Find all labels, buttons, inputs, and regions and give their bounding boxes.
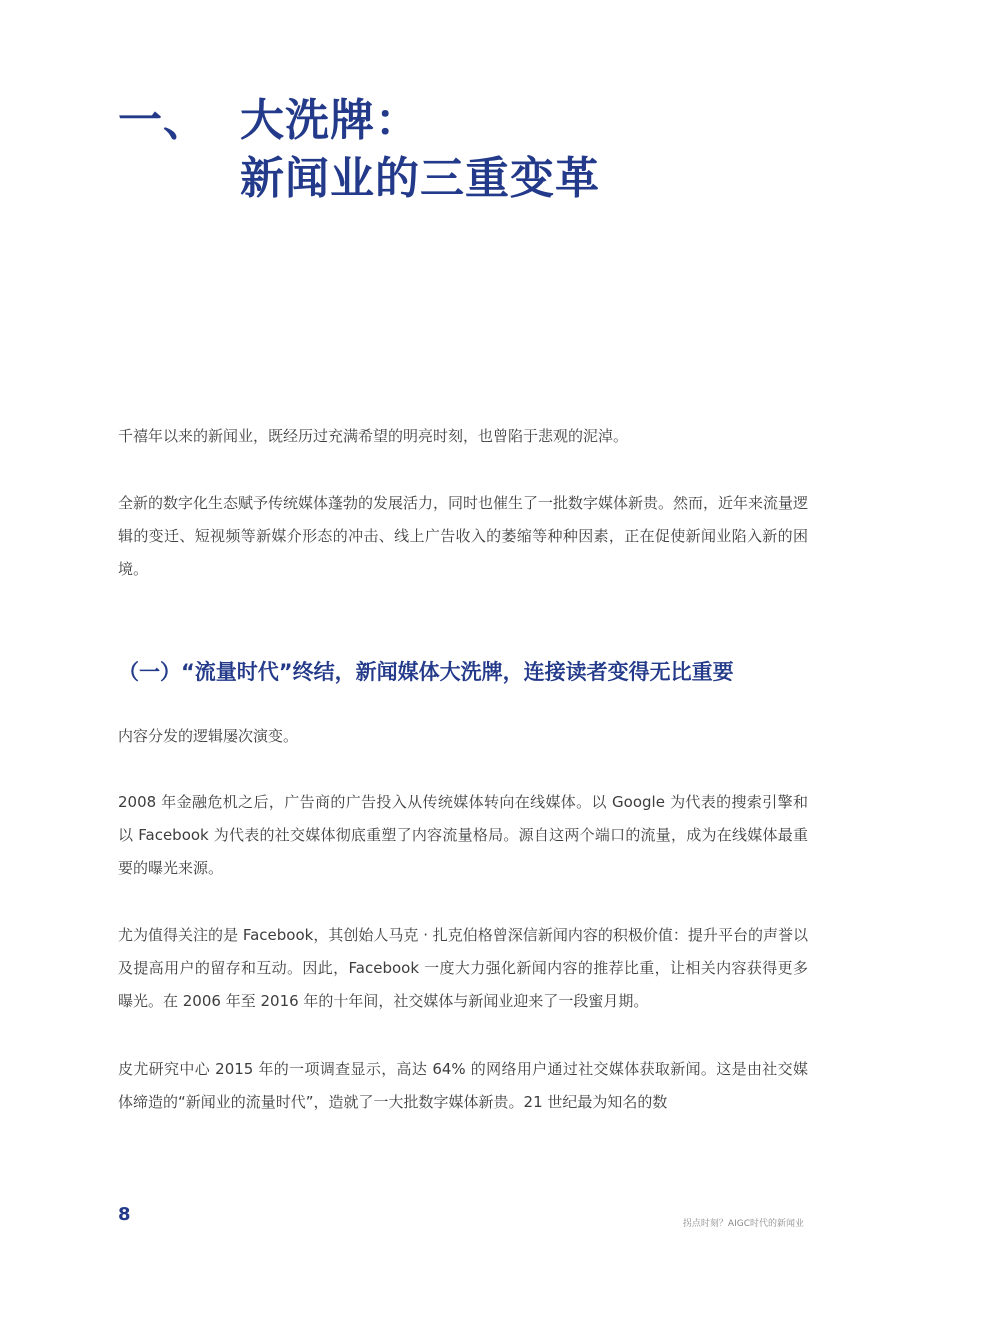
chapter-number: 一、 [118, 95, 208, 146]
section-paragraph-2: 2008 年金融危机之后，广告商的广告投入从传统媒体转向在线媒体。以 Google 为代表的搜索引擎和以 Facebook 为代表的社交媒体彻底重塑了内容流量格局。源自这两个端口的流量，成为在线媒体最重要的曝光来源。 [118, 793, 808, 877]
section-paragraph-4: 皮尤研究中心 2015 年的一项调查显示，高达 64% 的网络用户通过社交媒体获取新闻。这是由社交媒体缔造的“新闻业的流量时代”，造就了一大批数字媒体新贵。21 世纪最为知名的数 [118, 1060, 808, 1111]
chapter-title-text-2: 新闻业的三重变革 [240, 153, 600, 204]
page-number: 8 [118, 1204, 131, 1225]
chapter-title-line-2 [118, 150, 600, 208]
chapter-title [118, 92, 600, 208]
running-footer-title: 拐点时刻？AIGC时代的新闻业 [682, 1219, 804, 1229]
intro-paragraph-2: 全新的数字化生态赋予传统媒体蓬勃的发展活力，同时也催生了一批数字媒体新贵。然而，近年来流量逻辑的变迁、短视频等新媒介形态的冲击、线上广告收入的萎缩等种种因素，正在促使新闻业陷入新的困境。 [118, 494, 809, 578]
intro-paragraph-1: 千禧年以来的新闻业，既经历过充满希望的明亮时刻，也曾陷于悲观的泥淖。 [118, 427, 629, 445]
section-paragraph-3: 尤为值得关注的是 Facebook，其创始人马克 · 扎克伯格曾深信新闻内容的积极价值：提升平台的声誉以及提高用户的留存和互动。因此，Facebook 一度大力强化新闻内容的推荐比重，让相关内容获得更多曝光。在 2006 年至 2016 年的十年间，社交媒体与新闻业迎来了一段蜜月期。 [118, 926, 808, 1010]
section-heading: （一）“流量时代”终结，新闻媒体大洗牌，连接读者变得无比重要 [118, 660, 734, 684]
section-paragraph-1: 内容分发的逻辑屡次演变。 [118, 727, 299, 745]
chapter-title-text-1: 大洗牌： [240, 95, 420, 146]
chapter-title-line-1 [118, 92, 600, 150]
